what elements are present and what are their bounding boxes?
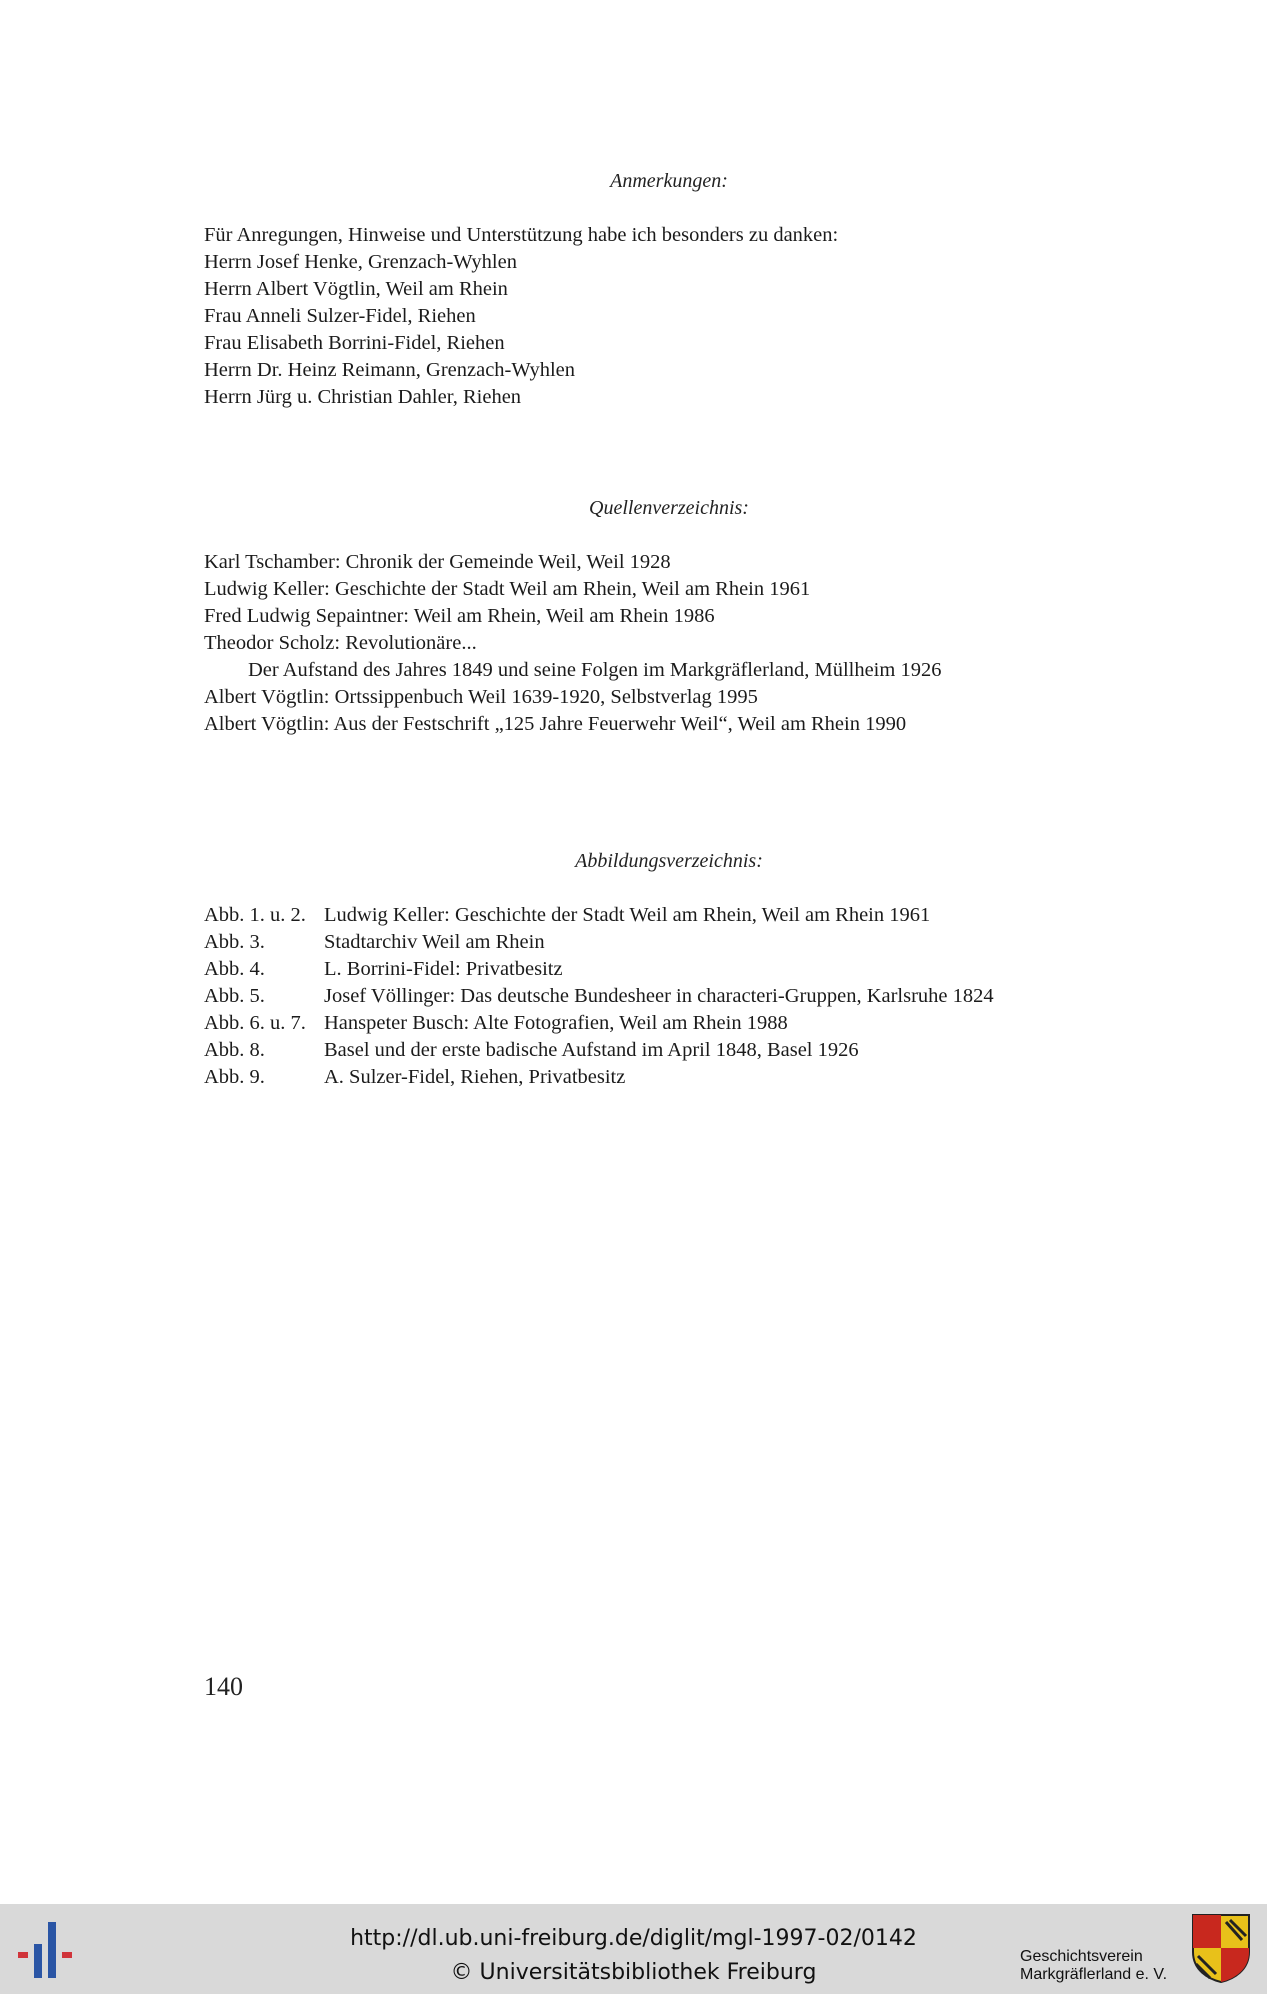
abbildung-source: L. Borrini-Fidel: Privatbesitz [324, 958, 563, 980]
quellen-line: Der Aufstand des Jahres 1849 und seine Folgen im Markgräflerland, Müllheim 1926 [248, 659, 942, 681]
abbildung-label: Abb. 9. [204, 1066, 265, 1088]
quellen-block [204, 549, 941, 738]
abbildung-label: Abb. 4. [204, 958, 265, 980]
abbildung-source: Basel und der erste badische Aufstand im April 1848, Basel 1926 [324, 1039, 859, 1061]
society-name [1020, 1948, 1167, 1984]
quellen-line: Karl Tschamber: Chronik der Gemeinde Weil, Weil 1928 [204, 551, 671, 573]
abbildung-source: Stadtarchiv Weil am Rhein [324, 931, 545, 953]
anmerkungen-line: Herrn Jürg u. Christian Dahler, Riehen [204, 386, 522, 408]
abbildung-source: A. Sulzer-Fidel, Riehen, Privatbesitz [324, 1066, 626, 1088]
anmerkungen-line: Frau Anneli Sulzer-Fidel, Riehen [204, 305, 476, 327]
anmerkungen-line: Herrn Dr. Heinz Reimann, Grenzach-Wyhlen [204, 359, 576, 381]
society-name-line: Geschichtsverein [1020, 1948, 1143, 1965]
quellen-heading: Quellenverzeichnis: [589, 497, 749, 519]
anmerkungen-line: Frau Elisabeth Borrini-Fidel, Riehen [204, 332, 505, 354]
page-number: 140 [204, 1672, 243, 1701]
anmerkungen-block [204, 222, 838, 411]
document-url-link[interactable]: http://dl.ub.uni-freiburg.de/diglit/mgl-1997-02/0142 [350, 1926, 917, 1951]
abbildung-label: Abb. 1. u. 2. [204, 904, 306, 926]
society-name-line: Markgräflerland e. V. [1020, 1966, 1168, 1983]
anmerkungen-line: Für Anregungen, Hinweise und Unterstützung habe ich besonders zu danken: [204, 224, 839, 246]
quellen-line: Albert Vögtlin: Aus der Festschrift „125 Jahre Feuerwehr Weil“, Weil am Rhein 1990 [204, 713, 907, 735]
quellen-line: Theodor Scholz: Revolutionäre... [204, 632, 477, 654]
viewer-footer [0, 1904, 1267, 1994]
anmerkungen-line: Herrn Josef Henke, Grenzach-Wyhlen [204, 251, 517, 273]
abbildung-label: Abb. 6. u. 7. [204, 1012, 306, 1034]
anmerkungen-heading: Anmerkungen: [610, 170, 728, 192]
abbildungen-heading: Abbildungsverzeichnis: [575, 850, 763, 872]
quellen-line: Ludwig Keller: Geschichte der Stadt Weil am Rhein, Weil am Rhein 1961 [204, 578, 811, 600]
abbildung-label: Abb. 5. [204, 985, 265, 1007]
abbildung-source: Ludwig Keller: Geschichte der Stadt Weil am Rhein, Weil am Rhein 1961 [324, 904, 931, 926]
abbildung-source: Hanspeter Busch: Alte Fotografien, Weil am Rhein 1988 [324, 1012, 788, 1034]
society-crest-icon[interactable] [1190, 1912, 1252, 1984]
abbildung-source: Josef Völlinger: Das deutsche Bundesheer in characteri-Gruppen, Karlsruhe 1824 [324, 985, 994, 1007]
abbildung-label: Abb. 3. [204, 931, 265, 953]
anmerkungen-line: Herrn Albert Vögtlin, Weil am Rhein [204, 278, 508, 300]
quellen-line: Albert Vögtlin: Ortssippenbuch Weil 1639-1920, Selbstverlag 1995 [204, 686, 758, 708]
quellen-line: Fred Ludwig Sepaintner: Weil am Rhein, Weil am Rhein 1986 [204, 605, 715, 627]
abbildung-label: Abb. 8. [204, 1039, 265, 1061]
copyright-notice: © Universitätsbibliothek Freiburg [450, 1960, 817, 1985]
